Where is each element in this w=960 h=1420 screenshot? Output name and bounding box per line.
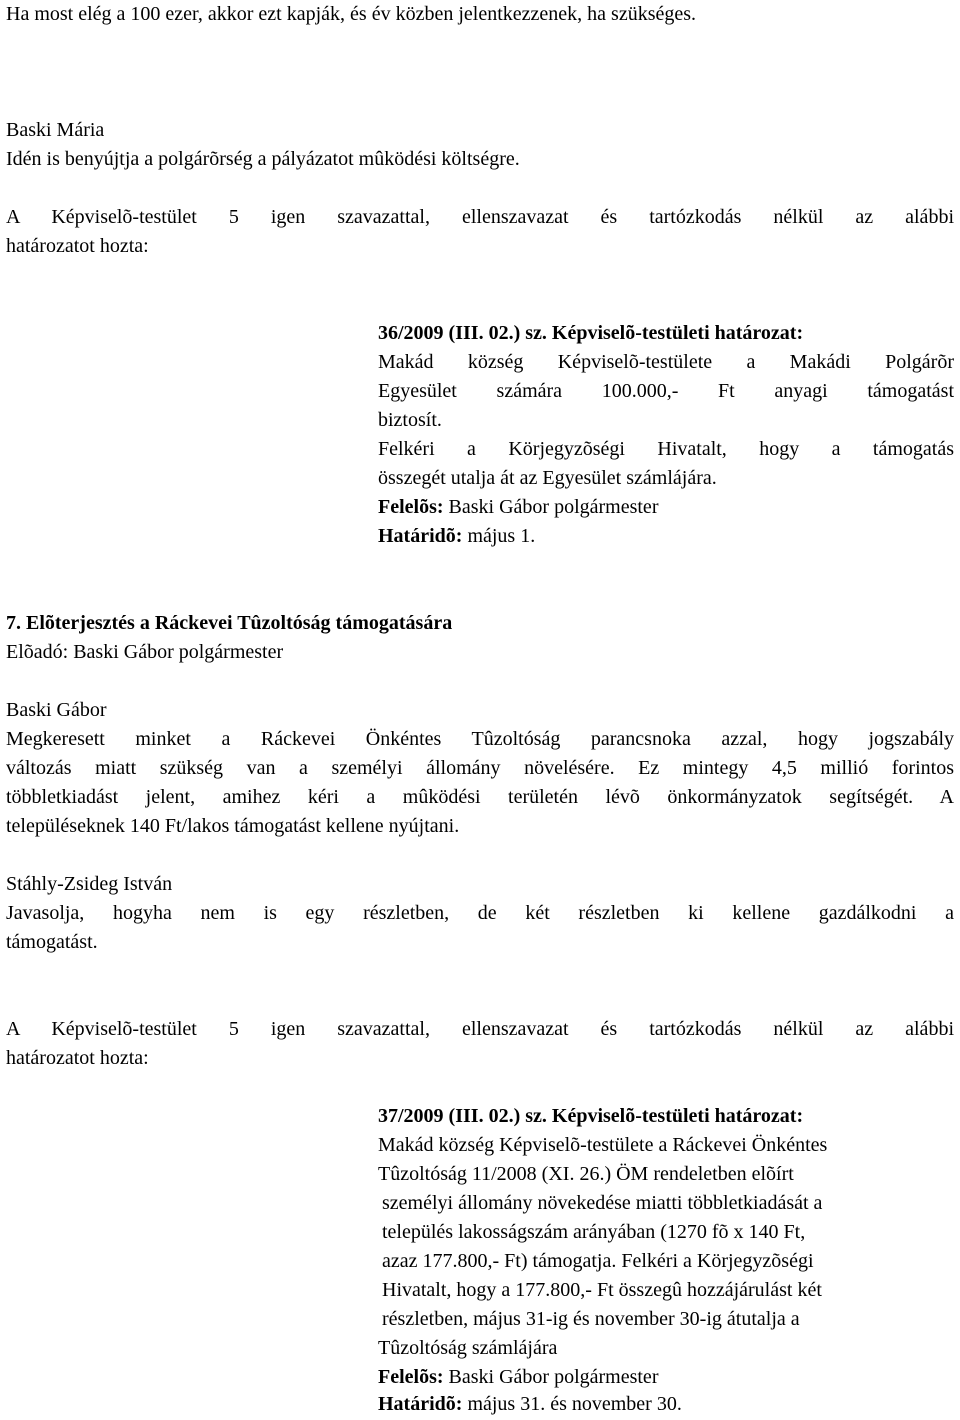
resolution-2-line: település lakosságszám arányában (1270 fõ x 140 Ft, xyxy=(382,1221,806,1243)
deadline-label: Határidõ: xyxy=(378,1393,463,1415)
resolution-1-line: Egyesület számára 100.000,- Ft anyagi támogatást xyxy=(378,380,954,402)
resolution-2-line: Hivatalt, hogy a 177.800,- Ft összegû hozzájárulást két xyxy=(382,1279,822,1301)
responsible-label: Felelõs: xyxy=(378,1366,444,1388)
agenda-item-7-presenter: Elõadó: Baski Gábor polgármester xyxy=(6,641,284,663)
intro-text: Ha most elég a 100 ezer, akkor ezt kapják, és év közben jelentkezzenek, ha szükséges. xyxy=(6,3,697,25)
resolution-1-responsible xyxy=(378,493,658,522)
resolution-1-line: biztosít. xyxy=(378,409,442,431)
baski-maria-text: Idén is benyújtja a polgárõrség a pályázatot mûködési költségre. xyxy=(6,148,520,170)
resolution-2-responsible xyxy=(378,1363,658,1392)
resolution-2-number: 37/2009 (III. 02.) sz. Képviselõ-testületi határozat: xyxy=(378,1105,804,1127)
responsible-value: Baski Gábor polgármester xyxy=(448,1366,659,1388)
resolution-2-line: Tûzoltóság 11/2008 (XI. 26.) ÖM rendeletben elõírt xyxy=(378,1163,794,1185)
vote-statement-2-cont: határozatot hozta: xyxy=(6,1047,149,1069)
resolution-1-deadline xyxy=(378,522,535,551)
deadline-value: május 31. és november 30. xyxy=(467,1393,682,1415)
resolution-2-deadline xyxy=(378,1390,682,1419)
resolution-2-line: személyi állomány növekedése miatti többletkiadását a xyxy=(382,1192,823,1214)
baski-gabor-text: településeknek 140 Ft/lakos támogatást kellene nyújtani. xyxy=(6,815,460,837)
stahly-text: Javasolja, hogyha nem is egy részletben, de két részletben ki kellene gazdálkodni a xyxy=(6,902,954,924)
baski-gabor-text: Megkeresett minket a Ráckevei Önkéntes Tûzoltóság parancsnoka azzal, hogy jogszabály xyxy=(6,728,954,750)
resolution-1-line: Makád község Képviselõ-testülete a Makádi Polgárõr xyxy=(378,351,954,373)
resolution-2-line: részletben, május 31-ig és november 30-ig átutalja a xyxy=(382,1308,800,1330)
resolution-1-line: Felkéri a Körjegyzõségi Hivatalt, hogy a támogatás xyxy=(378,438,954,460)
stahly-text: támogatást. xyxy=(6,931,98,953)
speaker-baski-maria: Baski Mária xyxy=(6,119,105,141)
vote-statement-2: A Képviselõ-testület 5 igen szavazattal, ellenszavazat és tartózkodás nélkül az alábbi xyxy=(6,1018,954,1040)
baski-gabor-text: változás miatt szükség van a személyi állomány növelésére. Ez mintegy 4,5 millió forintos xyxy=(6,757,954,779)
resolution-2-line: azaz 177.800,- Ft) támogatja. Felkéri a Körjegyzõségi xyxy=(382,1250,814,1272)
resolution-2-line: Makád község Képviselõ-testülete a Ráckevei Önkéntes xyxy=(378,1134,828,1156)
resolution-1-number: 36/2009 (III. 02.) sz. Képviselõ-testületi határozat: xyxy=(378,322,804,344)
deadline-label: Határidõ: xyxy=(378,525,463,547)
baski-gabor-text: többletkiadást jelent, amihez kéri a mûködési területén lévõ önkormányzatok segítségét. A xyxy=(6,786,954,808)
speaker-stahly-zsideg: Stáhly-Zsideg István xyxy=(6,873,173,895)
resolution-2-line: Tûzoltóság számlájára xyxy=(378,1337,558,1359)
vote-statement-1-cont: határozatot hozta: xyxy=(6,235,149,257)
speaker-baski-gabor: Baski Gábor xyxy=(6,699,107,721)
agenda-item-7-title: 7. Elõterjesztés a Ráckevei Tûzoltóság támogatására xyxy=(6,612,453,634)
resolution-1-line: összegét utalja át az Egyesület számlájára. xyxy=(378,467,717,489)
deadline-value: május 1. xyxy=(467,525,536,547)
responsible-value: Baski Gábor polgármester xyxy=(448,496,659,518)
responsible-label: Felelõs: xyxy=(378,496,444,518)
vote-statement-1: A Képviselõ-testület 5 igen szavazattal, ellenszavazat és tartózkodás nélkül az alábbi xyxy=(6,206,954,228)
